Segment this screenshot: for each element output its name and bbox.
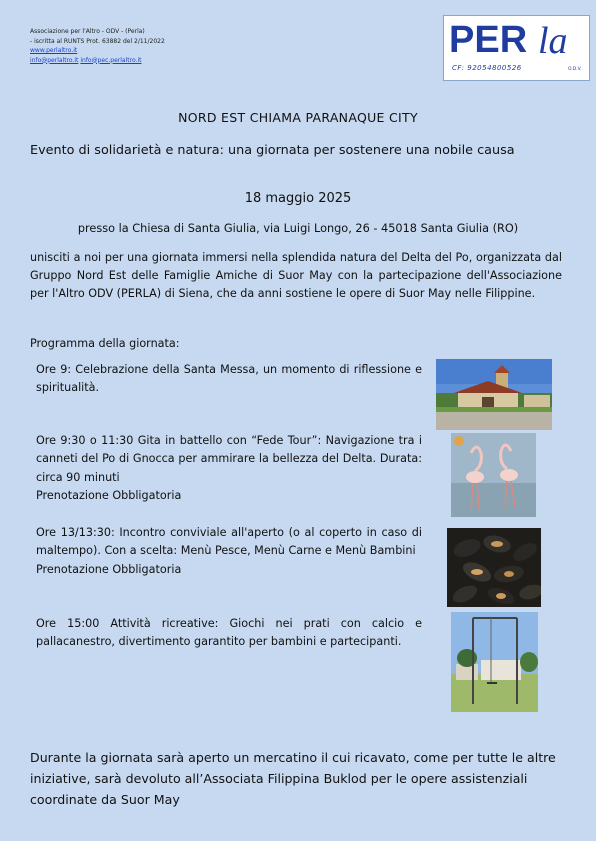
- program-item-text: Ore 15:00 Attività ricreative: Giochi nei prati con calcio e pallacanestro, divertimento garantito per bambini e partecipanti.: [36, 617, 422, 649]
- event-date: 18 maggio 2025: [244, 191, 352, 206]
- program-item-games: [36, 615, 422, 652]
- logo-tax-code: CF: 92054800526: [452, 64, 522, 72]
- program-item-text: Ore 9: Celebrazione della Santa Messa, un momento di riflessione e spiritualità.: [36, 363, 422, 395]
- org-name: Associazione per l'Altro - ODV - (Perla): [30, 28, 145, 35]
- website-link[interactable]: www.perlaltro.it: [30, 47, 78, 54]
- playground-photo: [451, 612, 538, 712]
- organization-info: [30, 27, 165, 65]
- event-subtitle: Evento di solidarietà e natura: una giornata per sostenere una nobile causa: [30, 143, 515, 158]
- program-item-boat-trip: [36, 432, 422, 506]
- program-item-mass: [36, 361, 422, 398]
- mussels-photo: [447, 528, 541, 607]
- logo-la: la: [538, 20, 568, 62]
- closing-paragraph: Durante la giornata sarà aperto un mercatino il cui ricavato, come per tutte le altre iniziative, sarà devoluto all’Associata Filippina Buklod per le opere assistenziali coordinate da Suor May: [30, 750, 556, 807]
- program-item-lunch: [36, 524, 422, 579]
- perla-logo: [443, 15, 590, 81]
- program-item-text: Ore 9:30 o 11:30 Gita in battello con “Fede Tour”: Navigazione tra i canneti del Po di Gnocca per ammirare la bellezza del Delta. Durata: circa 90 minuti: [36, 434, 422, 484]
- org-registration: - iscritta al RUNTS Prot. 63882 del 2/11/2022: [30, 37, 165, 45]
- program-heading: Programma della giornata:: [30, 337, 180, 350]
- intro-paragraph: unisciti a noi per una giornata immersi nella splendida natura del Delta del Po, organizzata dal Gruppo Nord Est delle Famiglie Amiche di Suor May con la partecipazione dell'Associazione per l'Altro ODV (PERLA) di Siena, che da anni sostiene le opere di Suor May nelle Filippine.: [30, 251, 562, 300]
- flamingos-photo: [451, 433, 536, 517]
- pec-email-link[interactable]: info@pec.perlaltro.it: [80, 56, 142, 64]
- program-item-note: Prenotazione Obbligatoria: [36, 489, 182, 503]
- email-link[interactable]: info@perlaltro.it: [30, 56, 79, 64]
- logo-per: PER: [449, 19, 528, 61]
- logo-odv: O.D.V.: [568, 67, 582, 72]
- church-photo: [436, 359, 552, 430]
- page-title: NORD EST CHIAMA PARANAQUE CITY: [178, 110, 418, 125]
- program-item-note: Prenotazione Obbligatoria: [36, 562, 182, 576]
- program-item-text: Ore 13/13:30: Incontro conviviale all'aperto (o al coperto in caso di maltempo). Con a scelta: Menù Pesce, Menù Carne e Menù Bambini: [36, 526, 422, 558]
- event-location: presso la Chiesa di Santa Giulia, via Luigi Longo, 26 - 45018 Santa Giulia (RO): [77, 222, 519, 235]
